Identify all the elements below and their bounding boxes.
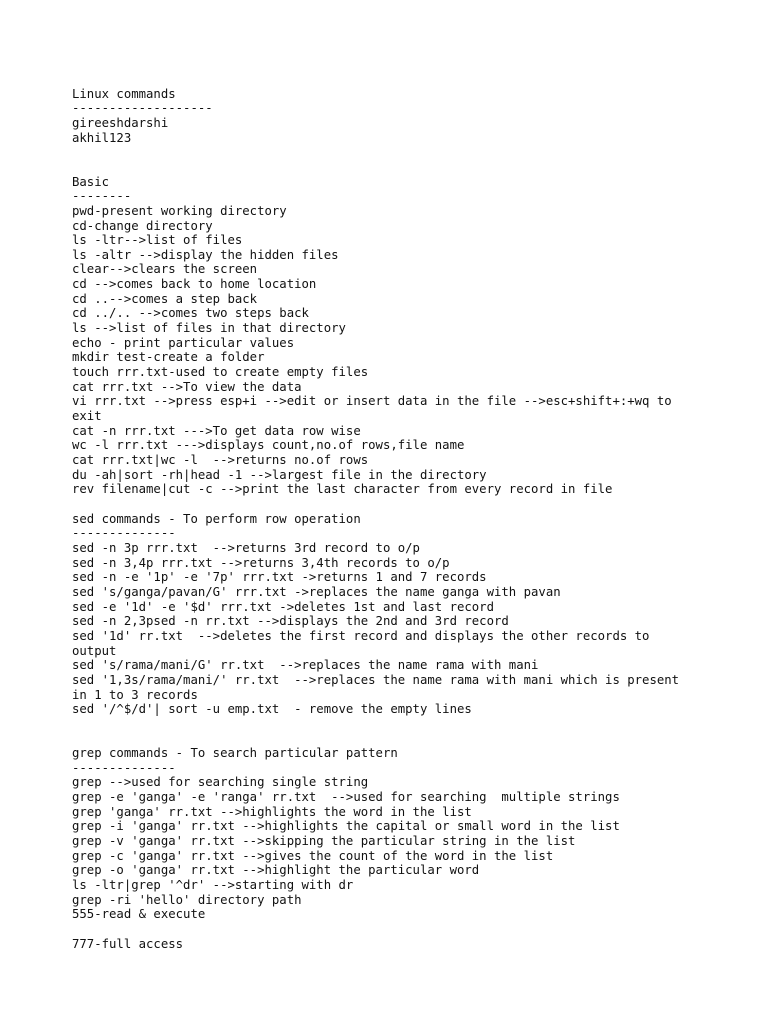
text-line: cat rrr.txt|wc -l -->returns no.of rows xyxy=(72,453,369,468)
text-line: cat -n rrr.txt --->To get data row wise xyxy=(72,423,361,438)
text-line: sed -n 3p rrr.txt -->returns 3rd record to o/p xyxy=(72,540,420,555)
text-line: grep -v 'ganga' rr.txt -->skipping the particular string in the list xyxy=(72,834,576,849)
text-line: sed '1,3s/rama/mani/' rr.txt -->replaces the name rama with mani which is present xyxy=(72,672,680,687)
text-line: in 1 to 3 records xyxy=(72,687,198,702)
document-body xyxy=(72,72,702,951)
text-line: pwd-present working directory xyxy=(72,203,287,218)
text-line: clear-->clears the screen xyxy=(72,262,258,277)
text-line: 555-read & execute xyxy=(72,907,206,922)
text-line: Basic xyxy=(72,174,110,189)
text-line: grep 'ganga' rr.txt -->highlights the word in the list xyxy=(72,804,472,819)
text-line: ls -ltr-->list of files xyxy=(72,233,243,248)
text-line: output xyxy=(72,643,117,658)
text-line: 777-full access xyxy=(72,936,184,951)
text-line: -------------- xyxy=(72,526,176,541)
text-line: grep -i 'ganga' rr.txt -->highlights the capital or small word in the list xyxy=(72,819,620,834)
text-line: ls -ltr|grep '^dr' -->starting with dr xyxy=(72,878,354,892)
text-line: vi rrr.txt -->press esp+i -->edit or insert data in the file -->esc+shift+:+wq to xyxy=(72,394,672,409)
text-line: grep -ri 'hello' directory path xyxy=(72,892,302,907)
text-line xyxy=(72,497,702,512)
text-line: cd-change directory xyxy=(72,218,213,233)
text-line: wc -l rrr.txt --->displays count,no.of rows,file name xyxy=(72,438,465,453)
text-line: gireeshdarshi xyxy=(72,115,169,130)
text-line xyxy=(72,731,702,746)
text-line: cat rrr.txt -->To view the data xyxy=(72,379,302,394)
text-line: sed -n -e '1p' -e '7p' rrr.txt ->returns 1 and 7 records xyxy=(72,570,487,585)
text-line xyxy=(72,72,702,87)
text-line: ls -altr -->display the hidden files xyxy=(72,247,339,262)
text-line: du -ah|sort -rh|head -1 -->largest file in the directory xyxy=(72,467,487,482)
text-line: akhil123 xyxy=(72,130,132,145)
text-line xyxy=(72,145,702,160)
text-line xyxy=(72,717,702,732)
text-line xyxy=(72,922,702,937)
text-line: mkdir test-create a folder xyxy=(72,350,265,365)
text-line: sed -n 3,4p rrr.txt -->returns 3,4th records to o/p xyxy=(72,555,450,570)
text-line: -------------- xyxy=(72,760,176,775)
text-line: grep -e 'ganga' -e 'ranga' rr.txt -->used for searching multiple strings xyxy=(72,790,620,805)
text-line: sed '1d' rr.txt -->deletes the first record and displays the other records to xyxy=(72,628,650,643)
text-line: ------------------- xyxy=(72,101,213,116)
text-line: sed -n 2,3psed -n rr.txt -->displays the 2nd and 3rd record xyxy=(72,614,509,629)
text-line: cd ../.. -->comes two steps back xyxy=(72,306,309,321)
text-line xyxy=(72,160,702,175)
text-line: touch rrr.txt-used to create empty files xyxy=(72,365,369,380)
text-line: sed 's/rama/mani/G' rr.txt -->replaces the name rama with mani xyxy=(72,658,539,673)
text-line: grep commands - To search particular pattern xyxy=(72,746,398,761)
text-line: exit xyxy=(72,409,102,424)
text-line: grep -o 'ganga' rr.txt -->highlight the particular word xyxy=(72,863,480,878)
text-line: sed commands - To perform row operation xyxy=(72,511,361,526)
text-line: sed '/^$/d'| sort -u emp.txt - remove the empty lines xyxy=(72,702,472,717)
text-line: ls -->list of files in that directory xyxy=(72,321,346,336)
text-line: cd -->comes back to home location xyxy=(72,277,317,292)
text-line: -------- xyxy=(72,189,132,204)
text-line: rev filename|cut -c -->print the last character from every record in file xyxy=(72,482,613,497)
text-line: sed 's/ganga/pavan/G' rrr.txt ->replaces the name ganga with pavan xyxy=(72,584,561,599)
text-line: Linux commands xyxy=(72,86,176,101)
text-line: sed -e '1d' -e '$d' rrr.txt ->deletes 1st and last record xyxy=(72,599,494,614)
text-line: grep -->used for searching single string xyxy=(72,775,369,790)
text-line: echo - print particular values xyxy=(72,335,295,350)
text-line: cd ..-->comes a step back xyxy=(72,291,258,306)
text-line: grep -c 'ganga' rr.txt -->gives the count of the word in the list xyxy=(72,848,554,863)
